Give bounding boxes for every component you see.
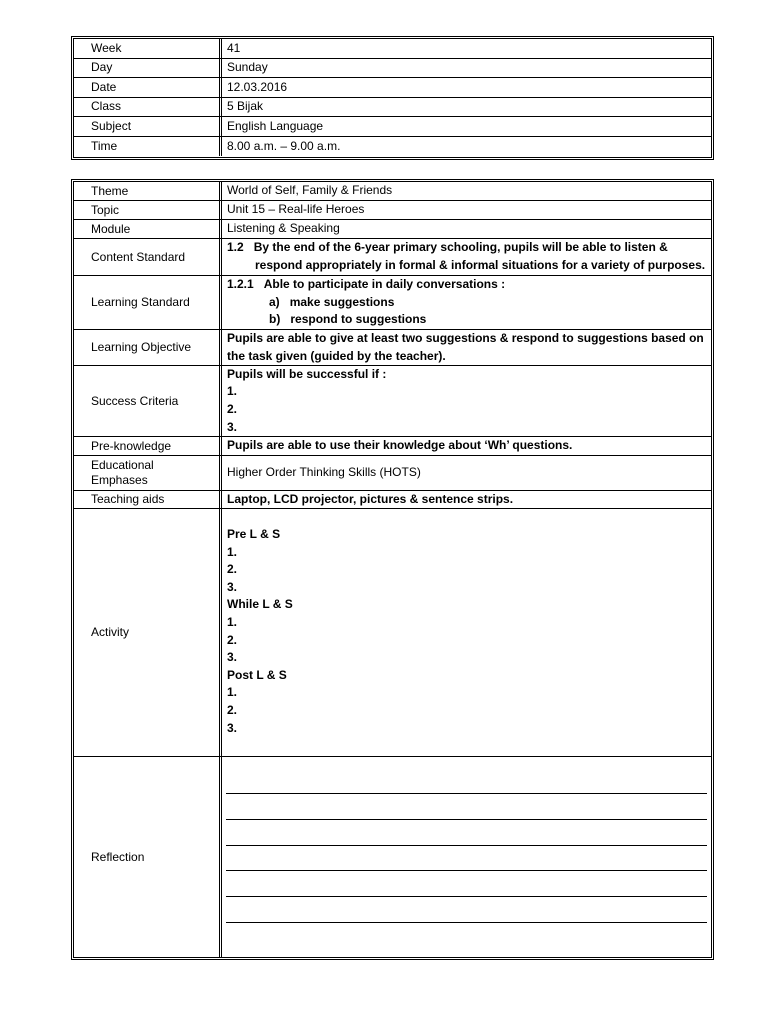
activity-pre-item-3: 3. [227, 579, 238, 594]
activity-post-item-2: 2. [227, 702, 238, 717]
label-educational-line2: Emphases [91, 473, 148, 487]
label-success-criteria: Success Criteria [74, 366, 222, 436]
row-subject [74, 117, 711, 137]
value-day: Sunday [227, 60, 268, 74]
learning-objective-line1: Pupils are able to give at least two suggestions & respond to suggestions based on [227, 330, 704, 345]
content-standard-number: 1.2 [227, 240, 244, 255]
header-table [71, 36, 714, 160]
content-standard-line1 [227, 239, 707, 257]
label-topic: Topic [74, 201, 222, 219]
row-pre-knowledge [74, 437, 711, 456]
row-week [74, 39, 711, 59]
row-reflection [74, 757, 711, 957]
label-theme: Theme [74, 182, 222, 200]
label-educational-line1: Educational [91, 458, 154, 472]
row-teaching-aids [74, 491, 711, 509]
value-module: Listening & Speaking [227, 221, 340, 236]
activity-pre-item-2: 2. [227, 562, 238, 577]
row-topic [74, 201, 711, 220]
reflection-line-4 [226, 870, 707, 871]
learning-objective-line2: the task given (guided by the teacher). [227, 348, 446, 363]
label-subject: Subject [74, 117, 222, 136]
reflection-line-1 [226, 793, 707, 794]
success-criteria-item-3: 3. [227, 419, 238, 434]
label-day: Day [74, 59, 222, 78]
activity-post-title: Post L & S [227, 667, 287, 682]
reflection-line-3 [226, 845, 707, 846]
item-b-marker: b) [269, 312, 281, 327]
value-activity [222, 509, 711, 756]
row-learning-objective [74, 330, 711, 366]
row-educational-emphases [74, 456, 711, 491]
label-learning-objective: Learning Objective [74, 330, 222, 365]
value-date: 12.03.2016 [227, 79, 288, 94]
label-pre-knowledge: Pre-knowledge [74, 437, 222, 455]
value-topic: Unit 15 – Real-life Heroes [227, 202, 365, 217]
value-theme: World of Self, Family & Friends [227, 183, 393, 198]
learning-standard-item-a [227, 294, 707, 312]
activity-while-title: While L & S [227, 597, 293, 612]
value-success-criteria [222, 366, 711, 436]
label-week: Week [74, 39, 222, 58]
lesson-table [71, 179, 714, 960]
activity-while-item-1: 1. [227, 614, 238, 629]
label-activity: Activity [74, 509, 222, 756]
label-module: Module [74, 220, 222, 238]
success-criteria-intro: Pupils will be successful if : [227, 366, 387, 381]
learning-standard-item-b [227, 311, 707, 329]
value-teaching-aids: Laptop, LCD projector, pictures & sentence strips. [227, 491, 514, 506]
value-learning-standard [222, 276, 711, 329]
success-criteria-item-2: 2. [227, 402, 238, 416]
row-day [74, 59, 711, 79]
row-learning-standard [74, 276, 711, 330]
learning-standard-number: 1.2.1 [227, 277, 254, 292]
value-learning-objective [222, 330, 711, 365]
label-reflection: Reflection [74, 757, 222, 957]
activity-while-item-3: 3. [227, 650, 238, 665]
activity-pre-item-1: 1. [227, 544, 238, 559]
reflection-line-5 [226, 896, 707, 897]
reflection-line-2 [226, 819, 707, 820]
content-standard-text1: By the end of the 6-year primary schooling, pupils will be able to listen & [253, 240, 668, 255]
label-teaching-aids: Teaching aids [74, 491, 222, 508]
activity-post-item-3: 3. [227, 720, 238, 735]
success-criteria-item-1: 1. [227, 384, 238, 399]
value-time: 8.00 a.m. – 9.00 a.m. [227, 138, 341, 153]
label-time: Time [74, 137, 222, 157]
row-theme [74, 182, 711, 201]
learning-standard-line [227, 276, 707, 294]
row-module [74, 220, 711, 239]
value-content-standard [222, 239, 711, 275]
value-week: 41 [227, 40, 241, 55]
label-content-standard: Content Standard [74, 239, 222, 275]
item-b-text: respond to suggestions [290, 312, 427, 327]
content-standard-line2: respond appropriately in formal & informal situations for a variety of purposes. [255, 258, 706, 272]
value-educational-emphases: Higher Order Thinking Skills (HOTS) [227, 465, 421, 480]
label-date: Date [74, 78, 222, 97]
label-class: Class [74, 98, 222, 117]
activity-pre-title: Pre L & S [227, 527, 281, 541]
learning-standard-text: Able to participate in daily conversations : [263, 277, 506, 292]
row-success-criteria [74, 366, 711, 437]
row-activity [74, 509, 711, 757]
item-a-marker: a) [269, 294, 280, 309]
row-date [74, 78, 711, 98]
activity-while-item-2: 2. [227, 632, 238, 647]
row-class [74, 98, 711, 118]
row-time [74, 137, 711, 157]
value-subject: English Language [227, 118, 324, 133]
label-learning-standard: Learning Standard [74, 276, 222, 329]
item-a-text: make suggestions [289, 294, 395, 309]
reflection-writing-area[interactable] [222, 757, 711, 957]
reflection-line-6 [226, 922, 707, 923]
value-class: 5 Bijak [227, 99, 264, 113]
row-content-standard [74, 239, 711, 276]
value-pre-knowledge: Pupils are able to use their knowledge about ‘Wh’ questions. [227, 438, 573, 453]
label-educational-emphases [74, 456, 222, 490]
activity-post-item-1: 1. [227, 685, 238, 700]
